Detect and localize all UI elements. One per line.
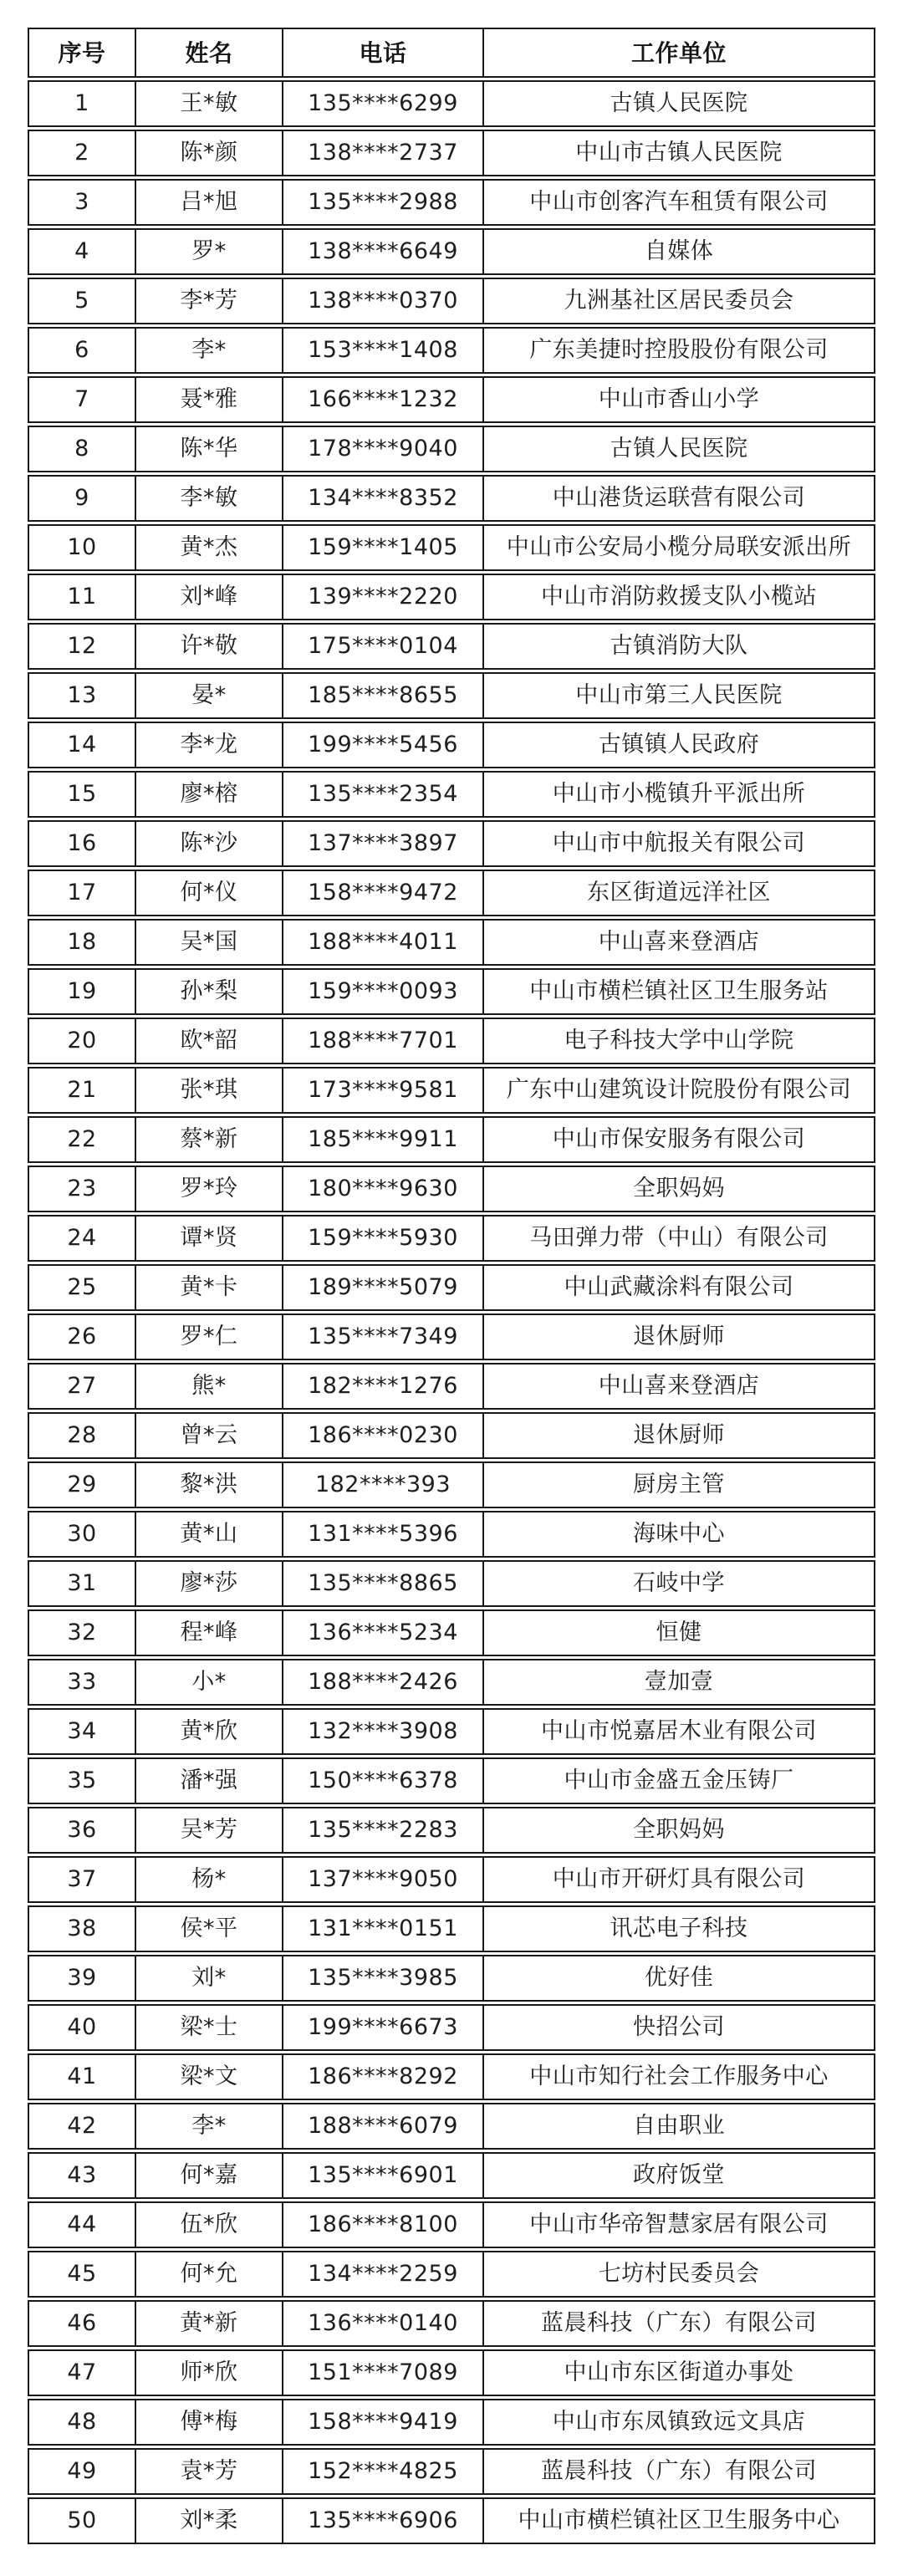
cell-unit: 中山市悦嘉居木业有限公司	[541, 1718, 817, 1745]
cell-index: 25	[29, 1266, 136, 1309]
cell-name: 孙*梨	[136, 970, 283, 1013]
cell-unit: 全职妈妈	[633, 1176, 725, 1202]
cell-phone: 199****6673	[283, 2006, 484, 2049]
cell-phone: 182****393	[283, 1463, 484, 1507]
cell-name: 陈*沙	[136, 822, 283, 865]
cell-phone: 139****2220	[283, 575, 484, 619]
cell-index: 29	[29, 1463, 136, 1507]
cell-phone: 188****4011	[283, 921, 484, 964]
cell-phone: 158****9419	[283, 2400, 484, 2444]
cell-phone: 135****3985	[283, 1956, 484, 2000]
cell-index: 39	[29, 1956, 136, 2000]
cell-unit: 九洲基社区居民委员会	[564, 288, 794, 314]
table-row	[28, 1363, 875, 1410]
cell-phone: 134****8352	[283, 477, 484, 520]
cell-name: 吴*芳	[136, 1808, 283, 1852]
cell-unit: 马田弹力带（中山）有限公司	[529, 1225, 829, 1252]
cell-phone: 189****5079	[283, 1266, 484, 1309]
cell-unit: 退休厨师	[633, 1422, 725, 1449]
cell-index: 14	[29, 723, 136, 767]
cell-index: 15	[29, 773, 136, 816]
cell-phone: 138****2737	[283, 131, 484, 175]
cell-phone: 135****6906	[283, 2499, 484, 2543]
cell-name: 李*龙	[136, 723, 283, 767]
cell-unit: 石岐中学	[633, 1570, 725, 1597]
cell-name: 程*峰	[136, 1611, 283, 1655]
cell-index: 24	[29, 1217, 136, 1260]
table-row	[28, 524, 875, 571]
table-row	[28, 2349, 875, 2396]
cell-phone: 135****2988	[283, 181, 484, 224]
cell-unit: 中山市开研灯具有限公司	[552, 1866, 806, 1893]
table-row	[28, 771, 875, 818]
cell-unit: 中山市金盛五金压铸厂	[564, 1767, 794, 1794]
table-row	[28, 179, 875, 226]
cell-unit: 政府饭堂	[633, 2162, 725, 2189]
cell-name: 罗*	[136, 230, 283, 273]
table-row	[28, 1412, 875, 1459]
cell-unit: 中山市横栏镇社区卫生服务中心	[518, 2507, 840, 2534]
cell-unit: 蓝晨科技（广东）有限公司	[541, 2458, 817, 2485]
cell-unit: 全职妈妈	[633, 1817, 725, 1844]
cell-phone: 131****0151	[283, 1907, 484, 1951]
cell-unit: 古镇镇人民政府	[598, 732, 760, 758]
table-row	[28, 1955, 875, 2002]
cell-name: 黎*洪	[136, 1463, 283, 1507]
cell-index: 38	[29, 1907, 136, 1951]
cell-phone: 135****2283	[283, 1808, 484, 1852]
table-row	[28, 426, 875, 472]
cell-unit: 退休厨师	[633, 1324, 725, 1350]
cell-unit: 电子科技大学中山学院	[564, 1028, 794, 1054]
column-header-index: 序号	[29, 29, 136, 76]
cell-unit: 中山市知行社会工作服务中心	[529, 2063, 829, 2090]
cell-name: 罗*仁	[136, 1315, 283, 1359]
cell-index: 31	[29, 1562, 136, 1605]
cell-index: 21	[29, 1069, 136, 1112]
cell-unit: 中山市东凤镇致远文具店	[552, 2409, 806, 2436]
cell-index: 3	[29, 181, 136, 224]
cell-phone: 135****6299	[283, 82, 484, 125]
cell-phone: 132****3908	[283, 1710, 484, 1753]
table-row	[28, 2152, 875, 2199]
column-header-phone: 电话	[283, 29, 484, 76]
cell-phone: 159****5930	[283, 1217, 484, 1260]
cell-name: 刘*柔	[136, 2499, 283, 2543]
table-row	[28, 1116, 875, 1163]
table-row	[28, 1511, 875, 1558]
table-row	[28, 1905, 875, 1952]
cell-name: 李*	[136, 329, 283, 372]
cell-unit: 广东美捷时控股股份有限公司	[529, 337, 829, 364]
cell-phone: 175****0104	[283, 625, 484, 668]
table-row	[28, 722, 875, 768]
cell-unit: 蓝晨科技（广东）有限公司	[541, 2310, 817, 2337]
cell-index: 5	[29, 279, 136, 323]
table-row	[28, 1807, 875, 1854]
cell-name: 何*嘉	[136, 2154, 283, 2197]
table-row	[28, 574, 875, 620]
cell-index: 9	[29, 477, 136, 520]
cell-name: 蔡*新	[136, 1118, 283, 1161]
cell-name: 何*允	[136, 2252, 283, 2296]
cell-index: 4	[29, 230, 136, 273]
table-row	[28, 2053, 875, 2100]
cell-index: 2	[29, 131, 136, 175]
cell-name: 李*芳	[136, 279, 283, 323]
table-row	[28, 228, 875, 275]
cell-phone: 134****2259	[283, 2252, 484, 2296]
cell-name: 曾*云	[136, 1414, 283, 1457]
cell-unit: 东区街道远洋社区	[587, 880, 771, 906]
cell-name: 刘*	[136, 1956, 283, 2000]
cell-phone: 131****5396	[283, 1512, 484, 1556]
column-header-name: 姓名	[136, 29, 283, 76]
cell-index: 43	[29, 2154, 136, 2197]
table-row	[28, 2004, 875, 2051]
cell-phone: 137****9050	[283, 1858, 484, 1901]
cell-phone: 153****1408	[283, 329, 484, 372]
cell-unit: 中山市东区街道办事处	[564, 2359, 794, 2386]
cell-name: 陈*颜	[136, 131, 283, 175]
cell-unit: 中山武藏涂料有限公司	[564, 1274, 794, 1301]
cell-name: 梁*文	[136, 2055, 283, 2099]
cell-index: 44	[29, 2203, 136, 2247]
cell-phone: 188****6079	[283, 2104, 484, 2148]
cell-phone: 138****0370	[283, 279, 484, 323]
cell-phone: 188****7701	[283, 1019, 484, 1063]
cell-phone: 186****8100	[283, 2203, 484, 2247]
cell-index: 45	[29, 2252, 136, 2296]
cell-phone: 185****8655	[283, 674, 484, 717]
table-row	[28, 2201, 875, 2248]
column-header-unit: 工作单位	[630, 38, 727, 67]
cell-phone: 152****4825	[283, 2450, 484, 2493]
cell-phone: 185****9911	[283, 1118, 484, 1161]
cell-index: 35	[29, 1759, 136, 1803]
table-row	[28, 1708, 875, 1755]
cell-phone: 182****1276	[283, 1365, 484, 1408]
cell-index: 10	[29, 526, 136, 569]
cell-phone: 150****6378	[283, 1759, 484, 1803]
cell-unit: 中山市横栏镇社区卫生服务站	[529, 978, 829, 1005]
cell-name: 吕*旭	[136, 181, 283, 224]
cell-index: 30	[29, 1512, 136, 1556]
table-row	[28, 2251, 875, 2298]
cell-name: 潘*强	[136, 1759, 283, 1803]
cell-unit: 壹加壹	[644, 1669, 714, 1696]
table-row	[28, 2497, 875, 2544]
cell-index: 36	[29, 1808, 136, 1852]
cell-name: 杨*	[136, 1858, 283, 1901]
table-row	[28, 2103, 875, 2150]
cell-index: 40	[29, 2006, 136, 2049]
cell-name: 黄*杰	[136, 526, 283, 569]
cell-name: 晏*	[136, 674, 283, 717]
cell-phone: 137****3897	[283, 822, 484, 865]
cell-unit: 中山市小榄镇升平派出所	[552, 781, 806, 808]
cell-unit: 七坊村民委员会	[598, 2261, 760, 2288]
cell-index: 20	[29, 1019, 136, 1063]
cell-name: 张*琪	[136, 1069, 283, 1112]
cell-name: 王*敏	[136, 82, 283, 125]
cell-unit: 恒健	[656, 1620, 702, 1646]
cell-index: 48	[29, 2400, 136, 2444]
cell-name: 许*敬	[136, 625, 283, 668]
cell-name: 小*	[136, 1660, 283, 1704]
cell-index: 8	[29, 427, 136, 471]
cell-phone: 159****0093	[283, 970, 484, 1013]
cell-unit: 中山市香山小学	[598, 386, 760, 413]
cell-name: 李*敏	[136, 477, 283, 520]
table-row	[28, 820, 875, 867]
cell-index: 33	[29, 1660, 136, 1704]
cell-index: 22	[29, 1118, 136, 1161]
cell-phone: 158****9472	[283, 871, 484, 915]
table-row	[28, 1659, 875, 1706]
cell-index: 46	[29, 2302, 136, 2345]
cell-unit: 中山市第三人民医院	[575, 682, 783, 709]
cell-phone: 186****8292	[283, 2055, 484, 2099]
cell-name: 师*欣	[136, 2351, 283, 2395]
cell-index: 16	[29, 822, 136, 865]
cell-name: 李*	[136, 2104, 283, 2148]
cell-index: 37	[29, 1858, 136, 1901]
cell-name: 聂*雅	[136, 378, 283, 421]
cell-unit: 中山市华帝智慧家居有限公司	[529, 2211, 829, 2238]
table-row	[28, 475, 875, 522]
cell-phone: 199****5456	[283, 723, 484, 767]
cell-unit: 广东中山建筑设计院股份有限公司	[506, 1077, 852, 1104]
cell-index: 27	[29, 1365, 136, 1408]
table-row	[28, 968, 875, 1015]
table-row	[28, 2399, 875, 2446]
cell-phone: 135****7349	[283, 1315, 484, 1359]
table-row	[28, 80, 875, 127]
cell-name: 刘*峰	[136, 575, 283, 619]
cell-index: 28	[29, 1414, 136, 1457]
table-row	[28, 2300, 875, 2347]
cell-unit: 中山市公安局小榄分局联安派出所	[506, 534, 852, 561]
table-row	[28, 1264, 875, 1311]
cell-index: 42	[29, 2104, 136, 2148]
cell-unit: 古镇消防大队	[610, 633, 748, 660]
cell-phone: 136****5234	[283, 1611, 484, 1655]
cell-phone: 159****1405	[283, 526, 484, 569]
table-row	[28, 919, 875, 966]
cell-name: 廖*榕	[136, 773, 283, 816]
cell-index: 49	[29, 2450, 136, 2493]
table-row	[28, 327, 875, 374]
contact-table	[28, 28, 875, 2547]
cell-unit: 中山喜来登酒店	[598, 929, 760, 956]
cell-index: 1	[29, 82, 136, 125]
cell-index: 18	[29, 921, 136, 964]
cell-index: 32	[29, 1611, 136, 1655]
cell-name: 熊*	[136, 1365, 283, 1408]
table-row	[28, 2448, 875, 2495]
table-row	[28, 1461, 875, 1508]
table-row	[28, 130, 875, 176]
cell-phone: 180****9630	[283, 1167, 484, 1211]
table-row	[28, 1166, 875, 1212]
cell-index: 23	[29, 1167, 136, 1211]
cell-name: 廖*莎	[136, 1562, 283, 1605]
cell-name: 陈*华	[136, 427, 283, 471]
cell-unit: 中山市消防救援支队小榄站	[541, 584, 817, 610]
table-row	[28, 870, 875, 916]
cell-name: 吴*国	[136, 921, 283, 964]
cell-unit: 厨房主管	[633, 1472, 725, 1498]
cell-phone: 138****6649	[283, 230, 484, 273]
cell-index: 12	[29, 625, 136, 668]
cell-name: 谭*贤	[136, 1217, 283, 1260]
table-row	[28, 376, 875, 423]
table-row	[28, 1560, 875, 1607]
cell-phone: 135****8865	[283, 1562, 484, 1605]
table-row	[28, 1018, 875, 1064]
cell-unit: 快招公司	[633, 2014, 725, 2041]
table-row	[28, 1856, 875, 1903]
cell-unit: 中山市创客汽车租赁有限公司	[529, 189, 829, 216]
table-row	[28, 1609, 875, 1656]
cell-index: 26	[29, 1315, 136, 1359]
cell-name: 侯*平	[136, 1907, 283, 1951]
cell-index: 6	[29, 329, 136, 372]
cell-index: 17	[29, 871, 136, 915]
cell-phone: 136****0140	[283, 2302, 484, 2345]
cell-name: 伍*欣	[136, 2203, 283, 2247]
cell-unit: 自媒体	[644, 238, 714, 265]
cell-unit: 古镇人民医院	[610, 436, 748, 462]
cell-name: 傅*梅	[136, 2400, 283, 2444]
cell-phone: 166****1232	[283, 378, 484, 421]
cell-name: 黄*山	[136, 1512, 283, 1556]
cell-index: 13	[29, 674, 136, 717]
cell-phone: 135****6901	[283, 2154, 484, 2197]
table-row	[28, 623, 875, 670]
cell-name: 黄*卡	[136, 1266, 283, 1309]
cell-index: 7	[29, 378, 136, 421]
cell-index: 34	[29, 1710, 136, 1753]
table-row	[28, 1067, 875, 1114]
cell-index: 50	[29, 2499, 136, 2543]
cell-phone: 178****9040	[283, 427, 484, 471]
cell-unit: 讯芯电子科技	[610, 1915, 748, 1942]
cell-unit: 优好佳	[644, 1965, 714, 1992]
table-row	[28, 278, 875, 324]
cell-phone: 151****7089	[283, 2351, 484, 2395]
cell-phone: 135****2354	[283, 773, 484, 816]
table-row	[28, 1314, 875, 1360]
table-row	[28, 1215, 875, 1262]
cell-phone: 186****0230	[283, 1414, 484, 1457]
cell-unit: 中山市古镇人民医院	[575, 140, 783, 166]
cell-name: 黄*新	[136, 2302, 283, 2345]
cell-unit: 古镇人民医院	[610, 90, 748, 117]
cell-index: 11	[29, 575, 136, 619]
cell-unit: 中山喜来登酒店	[598, 1373, 760, 1400]
cell-phone: 188****2426	[283, 1660, 484, 1704]
cell-name: 欧*韶	[136, 1019, 283, 1063]
cell-name: 梁*士	[136, 2006, 283, 2049]
cell-phone: 173****9581	[283, 1069, 484, 1112]
cell-name: 何*仪	[136, 871, 283, 915]
cell-unit: 海味中心	[633, 1521, 725, 1548]
cell-name: 黄*欣	[136, 1710, 283, 1753]
table-body	[28, 80, 875, 2544]
table-row	[28, 672, 875, 719]
cell-index: 41	[29, 2055, 136, 2099]
cell-unit: 自由职业	[633, 2113, 725, 2140]
cell-unit: 中山市保安服务有限公司	[552, 1126, 806, 1153]
cell-name: 罗*玲	[136, 1167, 283, 1211]
cell-unit: 中山市中航报关有限公司	[552, 830, 806, 857]
cell-name: 袁*芳	[136, 2450, 283, 2493]
cell-unit: 中山港货运联营有限公司	[552, 485, 806, 512]
table-header-row	[28, 28, 875, 78]
cell-index: 19	[29, 970, 136, 1013]
table-row	[28, 1757, 875, 1804]
cell-index: 47	[29, 2351, 136, 2395]
